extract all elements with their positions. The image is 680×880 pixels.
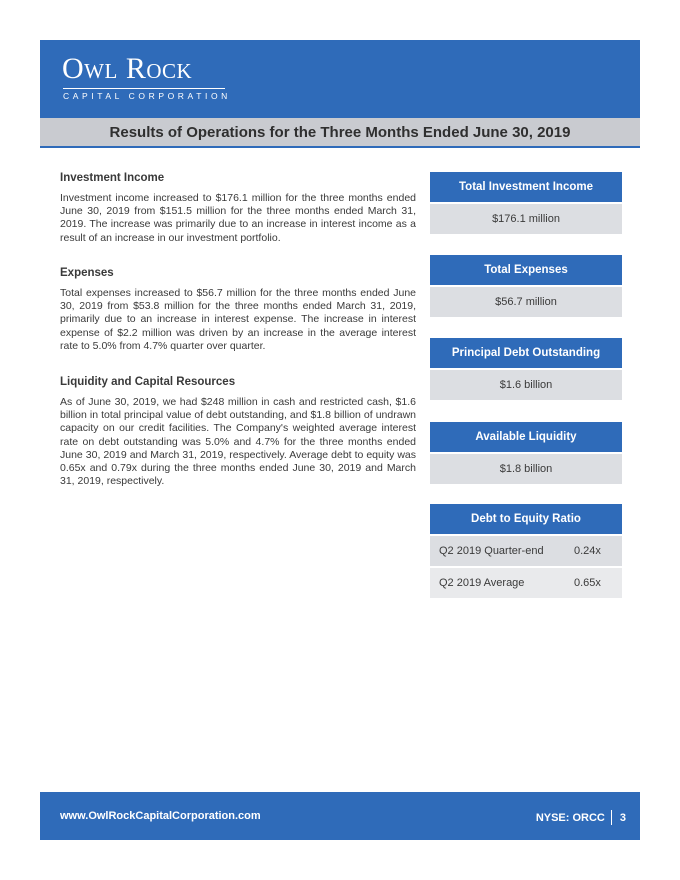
ratio-label: Q2 2019 Average (439, 577, 525, 589)
card-label: Available Liquidity (430, 422, 622, 452)
card-principal-debt-outstanding (430, 338, 622, 400)
header-banner (40, 40, 640, 118)
card-total-investment-income (430, 172, 622, 234)
card-value: $1.6 billion (430, 370, 622, 400)
card-label: Total Expenses (430, 255, 622, 285)
card-value: $1.8 billion (430, 454, 622, 484)
company-logo: Owl Rock (62, 52, 193, 85)
footer-ticker: NYSE: ORCC (535, 811, 605, 824)
card-available-liquidity (430, 422, 622, 484)
ratio-value: 0.65x (574, 577, 601, 589)
card-label: Total Investment Income (430, 172, 622, 202)
section-heading: Investment Income (60, 172, 165, 184)
ratio-value: 0.24x (574, 545, 601, 557)
section-heading: Expenses (60, 267, 114, 279)
page-title: Results of Operations for the Three Months Ended June 30, 2019 (109, 123, 571, 141)
card-debt-to-equity-ratio (430, 504, 622, 598)
page-number: 3 (619, 811, 626, 824)
logo-divider (63, 88, 225, 89)
footer-website-link[interactable]: www.OwlRockCapitalCorporation.com (60, 810, 261, 822)
card-value: $176.1 million (430, 204, 622, 234)
footer-right (536, 810, 626, 825)
section-heading: Liquidity and Capital Resources (60, 376, 236, 388)
ratio-label: Q2 2019 Quarter-end (439, 545, 544, 557)
card-total-expenses (430, 255, 622, 317)
footer-banner (40, 792, 640, 840)
ratio-row-quarter-end (430, 536, 622, 566)
section-body: As of June 30, 2019, we had $248 million in cash and restricted cash, $1.6 billion in total principal value of debt outstanding, and $1.8 billion of undrawn capacity on our credit facilities. The Company's weighted average interest rate on debt outstanding was 5.0% and 4.7% for the three months ended June 30, 2019 and March 31, 2019, respectively. Average debt to equity was 0.65x and 0.79x during the three months ended June 30, 2019 and March 31, 2019, respectively. (60, 396, 416, 488)
company-logo-subtitle: CAPITAL CORPORATION (63, 91, 231, 101)
title-bar (40, 118, 640, 148)
card-label: Principal Debt Outstanding (430, 338, 622, 368)
section-liquidity (60, 376, 416, 488)
section-body: Investment income increased to $176.1 million for the three months ended June 30, 2019 from $151.5 million for the three months ended March 31, 2019. The increase was primarily due to an increase in interest income as a result of an increase in our investment portfolio. (60, 192, 416, 244)
section-body: Total expenses increased to $56.7 million for the three months ended June 30, 2019 from $53.8 million for the three months ended March 31, 2019, primarily due to an increase in interest expense. The increase in interest expense of $2.2 million was driven by an increase in the average interest rate to 5.0% from 4.7% quarter over quarter. (60, 287, 416, 352)
section-investment-income (60, 172, 416, 245)
section-expenses (60, 267, 416, 353)
card-label: Debt to Equity Ratio (430, 504, 622, 534)
footer-divider (611, 810, 612, 825)
card-value: $56.7 million (430, 287, 622, 317)
ratio-row-average (430, 568, 622, 598)
